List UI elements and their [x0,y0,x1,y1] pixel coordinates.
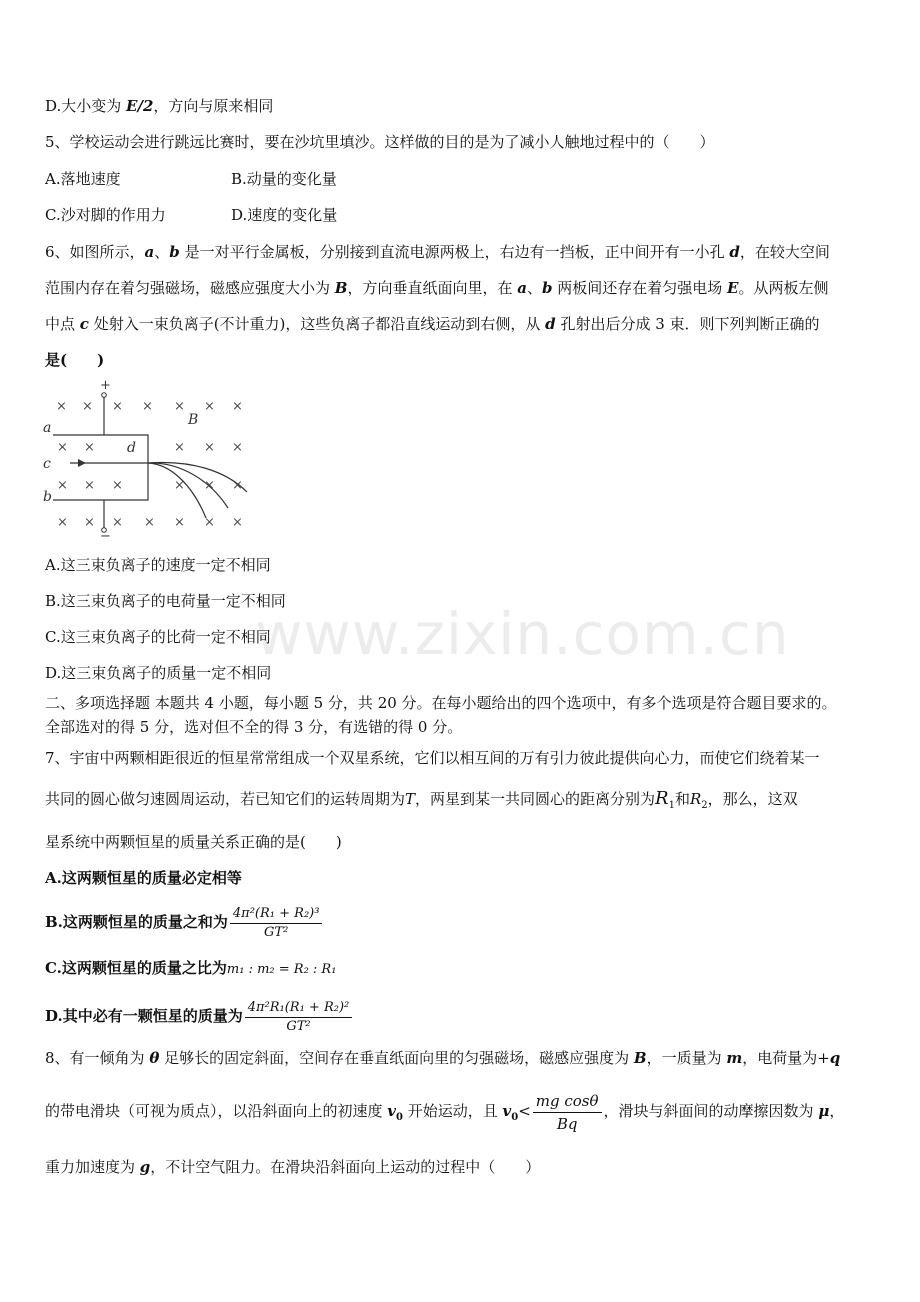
q8-line-3: 重力加速度为 g，不计空气阻力。在滑块沿斜面向上运动的过程中（ ） [45,1158,541,1176]
field-cross: × [112,399,123,414]
q6-line-1: 6、如图所示，a、b 是一对平行金属板，分别接到直流电源两极上，右边有一挡板，正中间开有一小孔 d，在较大空间 [45,243,830,261]
field-cross: × [144,515,155,530]
fig-d: d [127,440,136,456]
q6-option-b: B.这三束负离子的电荷量一定不相同 [45,592,286,610]
q8-line-1: 8、有一倾角为 θ 足够长的固定斜面，空间存在垂直纸面向里的匀强磁场，磁感应强度为 B，一质量为 m，电荷量为+q [45,1049,841,1067]
field-cross: × [174,440,185,455]
q7-option-a: A.这两颗恒星的质量必定相等 [45,869,242,887]
q5-stem: 5、学校运动会进行跳远比赛时，要在沙坑里填沙。这样做的目的是为了减小人触地过程中的（ ） [45,133,715,151]
q4d-prefix: D.大小变为 [45,97,127,115]
q7d-fraction: $\frac{\text{4π²R₁(R₁ + R₂)²}}{\text{GT²}}$ [245,999,353,1036]
q7-line-1: 7、宇宙中两颗相距很近的恒星常常组成一个双星系统，它们以相互间的万有引力彼此提供向心力，而使它们绕着某一 [45,749,820,767]
q8-line-2: 的带电滑块（可视为质点），以沿斜面向上的初速度 $v_0$ 开始运动，且 $v_0<$ $\frac{\text{mg cosθ}}{Bq}$ ，滑块与斜面间的动摩擦因数为 μ， [45,1091,845,1133]
section2-line-2: 全部选对的得 5 分，选对但不全的得 3 分，有选错的得 0 分。 [45,718,463,736]
field-cross: × [232,440,243,455]
field-cross: × [112,478,123,493]
q6-line-2: 范围内存在着匀强磁场，磁感应强度大小为 B，方向垂直纸面向里，在 a、b 两板间还存在着匀强电场 E。从两板左侧 [45,279,829,297]
fig-plus: + [100,380,111,393]
field-cross: × [84,515,95,530]
fig-b: b [43,489,52,505]
q6-line-4: 是( ) [45,351,105,369]
q6-option-d: D.这三束负离子的质量一定不相同 [45,664,272,682]
q6-option-c: C.这三束负离子的比荷一定不相同 [45,628,271,646]
q7-option-b: B.这两颗恒星的质量之和为 $\frac{\text{4π²(R₁ + R₂)³}}{\text{GT²}}$ [45,900,324,944]
q5-option-c: C.沙对脚的作用力 [45,206,166,224]
q7-option-c: C.这两颗恒星的质量之比为m₁ : m₂ = R₂ : R₁ [45,959,337,977]
q4d-value: E/2 [126,97,154,115]
field-cross: × [204,399,215,414]
field-cross: × [57,478,68,493]
q8-fraction: $\frac{\text{mg cosθ}}{Bq}$ [533,1090,602,1135]
field-cross: × [204,440,215,455]
q4-option-d [45,96,273,116]
q5-option-d: D.速度的变化量 [231,206,338,224]
field-cross: × [232,515,243,530]
q7-option-d: D.其中必有一颗恒星的质量为 $\frac{\text{4π²R₁(R₁ + R₂)²}}{\text{GT²}}$ [45,994,354,1038]
fig-B: B [188,412,199,428]
watermark: www.zixin.com.cn [255,600,790,668]
fig-c: c [43,456,51,472]
field-cross: × [204,515,215,530]
fig-minus: − [100,529,111,540]
field-cross: × [174,478,185,493]
field-cross: × [57,515,68,530]
q6-figure [40,380,255,540]
q6-option-a: A.这三束负离子的速度一定不相同 [45,556,271,574]
field-cross: × [232,478,243,493]
q7-line-3: 星系统中两颗恒星的质量关系正确的是( ) [45,833,342,851]
field-cross: × [82,399,93,414]
q4d-suffix: ，方向与原来相同 [153,97,274,115]
q7b-fraction: $\frac{\text{4π²(R₁ + R₂)³}}{\text{GT²}}$ [230,905,323,942]
field-cross: × [112,515,123,530]
q7-line-2: 共同的圆心做匀速圆周运动，若已知它们的运转周期为T，两星到某一共同圆心的距离分别为$R_1$和$R_2$，那么，这双 [45,788,798,811]
field-cross: × [232,399,243,414]
fig-a: a [43,420,52,436]
q6-line-3: 中点 c 处射入一束负离子(不计重力)，这些负离子都沿直线运动到右侧，从 d 孔射出后分成 3 束．则下列判断正确的 [45,315,820,333]
q5-option-a: A.落地速度 [45,170,121,188]
section2-line-1: 二、多项选择题 本题共 4 小题，每小题 5 分，共 20 分。在每小题给出的四个选项中，有多个选项是符合题目要求的。 [45,694,837,712]
field-cross: × [204,478,215,493]
field-cross: × [56,399,67,414]
q5-option-b: B.动量的变化量 [231,170,337,188]
fig-crosses [56,399,243,530]
field-cross: × [174,399,185,414]
field-cross: × [84,478,95,493]
field-cross: × [174,515,185,530]
field-cross: × [57,440,68,455]
field-cross: × [84,440,95,455]
field-cross: × [142,399,153,414]
